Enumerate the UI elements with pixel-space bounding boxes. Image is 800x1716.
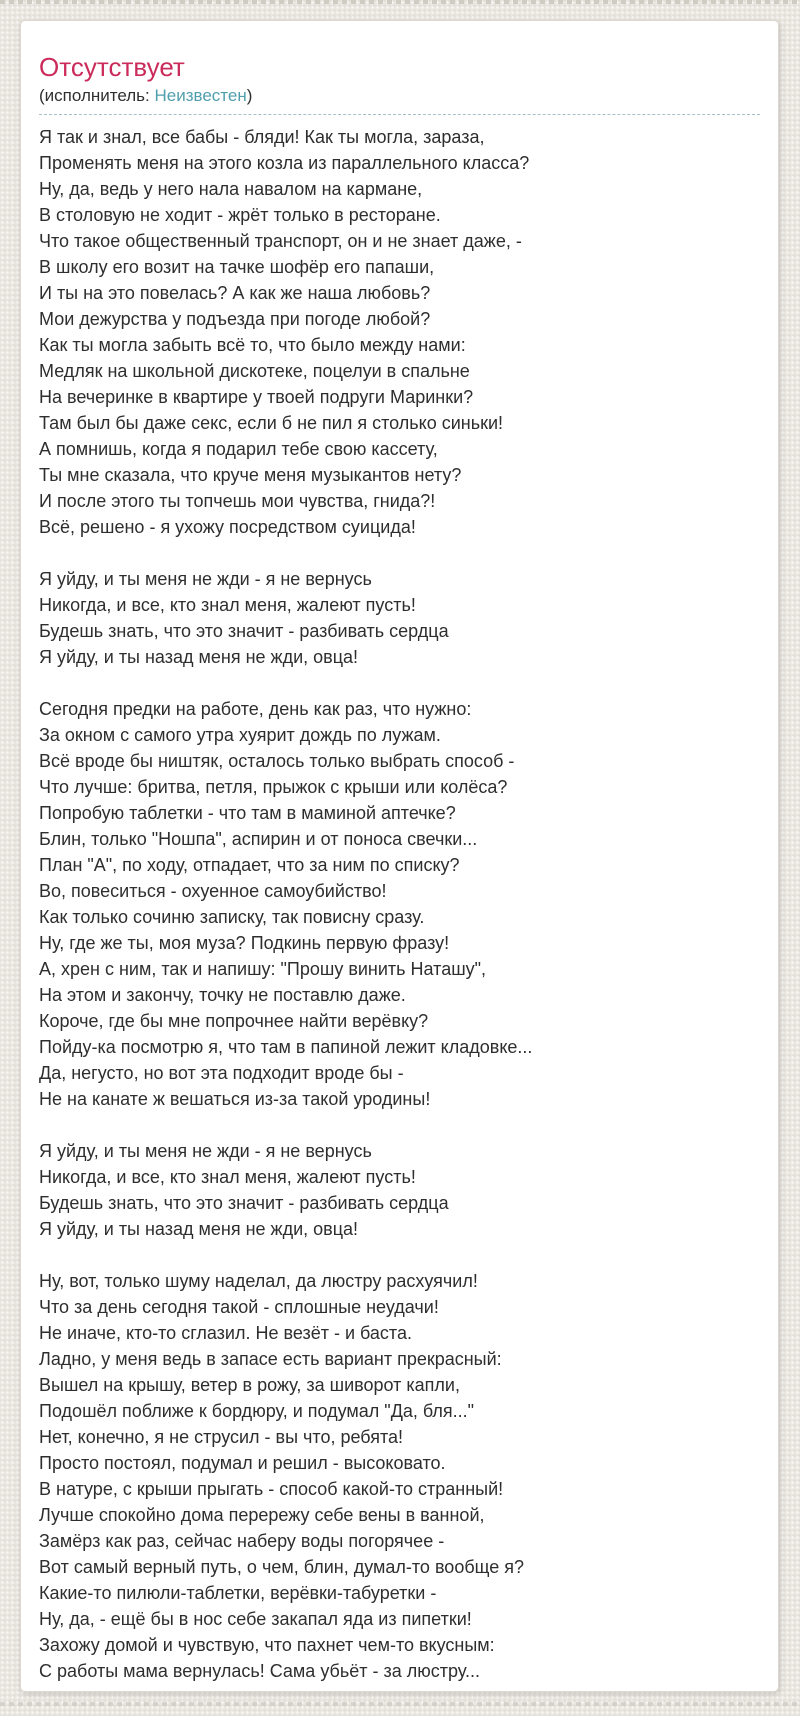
lyric-line: Подошёл поближе к бордюру, и подумал "Да, бля..."	[39, 1401, 475, 1421]
lyric-line: В школу его возит на тачке шофёр его папаши,	[39, 257, 435, 277]
dashed-separator	[39, 114, 760, 115]
lyric-line: Что за день сегодня такой - сплошные неудачи!	[39, 1297, 439, 1317]
lyric-line: Всё, решено - я ухожу посредством суицида!	[39, 517, 416, 537]
artist-label-prefix: (исполнитель:	[39, 86, 155, 105]
lyric-line: Всё вроде бы ништяк, осталось только выбрать способ -	[39, 751, 515, 771]
lyric-line: Замёрз как раз, сейчас наберу воды погорячее -	[39, 1531, 445, 1551]
lyric-line: Я уйду, и ты назад меня не жди, овца!	[39, 1219, 359, 1239]
artist-line	[39, 85, 760, 107]
lyric-line: Не на канате ж вешаться из-за такой уродины!	[39, 1089, 431, 1109]
lyric-line: И ты на это повелась? А как же наша любовь?	[39, 283, 431, 303]
lyric-line: Медляк на школьной дискотеке, поцелуи в спальне	[39, 361, 470, 381]
lyric-line: Я уйду, и ты меня не жди - я не вернусь	[39, 569, 372, 589]
lyric-line: В натуре, с крыши прыгать - способ какой-то странный!	[39, 1479, 504, 1499]
song-title: Отсутствует	[39, 52, 185, 82]
lyric-line: Ну, да, ведь у него нала навалом на кармане,	[39, 179, 423, 199]
lyric-line: Будешь знать, что это значит - разбивать сердца	[39, 1193, 449, 1213]
lyrics-text	[39, 124, 760, 1684]
lyrics-card	[20, 20, 779, 1692]
lyric-line: Будешь знать, что это значит - разбивать сердца	[39, 621, 449, 641]
lyric-line: Там был бы даже секс, если б не пил я столько синьки!	[39, 413, 504, 433]
lyric-line: Никогда, и все, кто знал меня, жалеют пусть!	[39, 1167, 416, 1187]
lyric-line: Вот самый верный путь, о чем, блин, думал-то вообще я?	[39, 1557, 525, 1577]
lyric-line: Ладно, у меня ведь в запасе есть вариант прекрасный:	[39, 1349, 502, 1369]
lyric-line: В столовую не ходит - жрёт только в ресторане.	[39, 205, 441, 225]
lyric-line: На этом и закончу, точку не поставлю даже.	[39, 985, 406, 1005]
lyric-line: Ты мне сказала, что круче меня музыкантов нету?	[39, 465, 462, 485]
lyric-line: Как ты могла забыть всё то, что было между нами:	[39, 335, 466, 355]
lyric-line: Попробую таблетки - что там в маминой аптечке?	[39, 803, 456, 823]
lyric-line: А, хрен с ним, так и напишу: "Прошу винить Наташу",	[39, 959, 487, 979]
stanza	[39, 1138, 760, 1242]
lyric-line: Просто постоял, подумал и решил - высоковато.	[39, 1453, 446, 1473]
lyric-line: Что лучше: бритва, петля, прыжок с крыши или колёса?	[39, 777, 508, 797]
lyric-line: Как только сочиню записку, так повисну сразу.	[39, 907, 425, 927]
bottom-dashed-border	[0, 1702, 800, 1706]
lyric-line: Вышел на крышу, ветер в рожу, за шиворот капли,	[39, 1375, 460, 1395]
lyric-line: Я уйду, и ты меня не жди - я не вернусь	[39, 1141, 372, 1161]
lyric-line: И после этого ты топчешь мои чувства, гнида?!	[39, 491, 436, 511]
lyric-line: На вечеринке в квартире у твоей подруги Маринки?	[39, 387, 474, 407]
lyric-line: А помнишь, когда я подарил тебе свою кассету,	[39, 439, 438, 459]
artist-label-suffix: )	[246, 86, 253, 105]
stanza	[39, 1268, 760, 1684]
lyric-line: Променять меня на этого козла из параллельного класса?	[39, 153, 530, 173]
lyric-line: За окном с самого утра хуярит дождь по лужам.	[39, 725, 441, 745]
lyric-line: Мои дежурства у подъезда при погоде любой?	[39, 309, 431, 329]
lyric-line: Какие-то пилюли-таблетки, верёвки-табуретки -	[39, 1583, 437, 1603]
lyric-line: Во, повеситься - охуенное самоубийство!	[39, 881, 387, 901]
lyric-line: Не иначе, кто-то сглазил. Не везёт - и баста.	[39, 1323, 412, 1343]
lyric-line: Пойду-ка посмотрю я, что там в папиной лежит кладовке...	[39, 1037, 533, 1057]
lyric-line: Я так и знал, все бабы - бляди! Как ты могла, зараза,	[39, 127, 485, 147]
lyric-line: Лучше спокойно дома перережу себе вены в ванной,	[39, 1505, 485, 1525]
artist-link[interactable]: Неизвестен	[154, 86, 247, 105]
lyric-line: План "А", по ходу, отпадает, что за ним по списку?	[39, 855, 460, 875]
lyric-line: Ну, вот, только шуму наделал, да люстру расхуячил!	[39, 1271, 478, 1291]
lyric-line: Захожу домой и чувствую, что пахнет чем-то вкусным:	[39, 1635, 495, 1655]
lyric-line: Никогда, и все, кто знал меня, жалеют пусть!	[39, 595, 416, 615]
lyric-line: Сегодня предки на работе, день как раз, что нужно:	[39, 699, 472, 719]
lyric-line: Да, негусто, но вот эта подходит вроде бы -	[39, 1063, 404, 1083]
stanza	[39, 124, 760, 540]
lyric-line: С работы мама вернулась! Сама убьёт - за люстру...	[39, 1661, 480, 1681]
stanza	[39, 696, 760, 1112]
lyric-line: Короче, где бы мне попрочнее найти верёвку?	[39, 1011, 429, 1031]
lyric-line: Ну, да, - ещё бы в нос себе закапал яда из пипетки!	[39, 1609, 472, 1629]
lyric-line: Блин, только "Ношпа", аспирин и от поноса свечки...	[39, 829, 478, 849]
lyric-line: Нет, конечно, я не струсил - вы что, ребята!	[39, 1427, 404, 1447]
top-dashed-border	[0, 0, 800, 4]
lyric-line: Что такое общественный транспорт, он и не знает даже, -	[39, 231, 522, 251]
stanza	[39, 566, 760, 670]
lyric-line: Ну, где же ты, моя муза? Подкинь первую фразу!	[39, 933, 450, 953]
lyric-line: Я уйду, и ты назад меня не жди, овца!	[39, 647, 359, 667]
